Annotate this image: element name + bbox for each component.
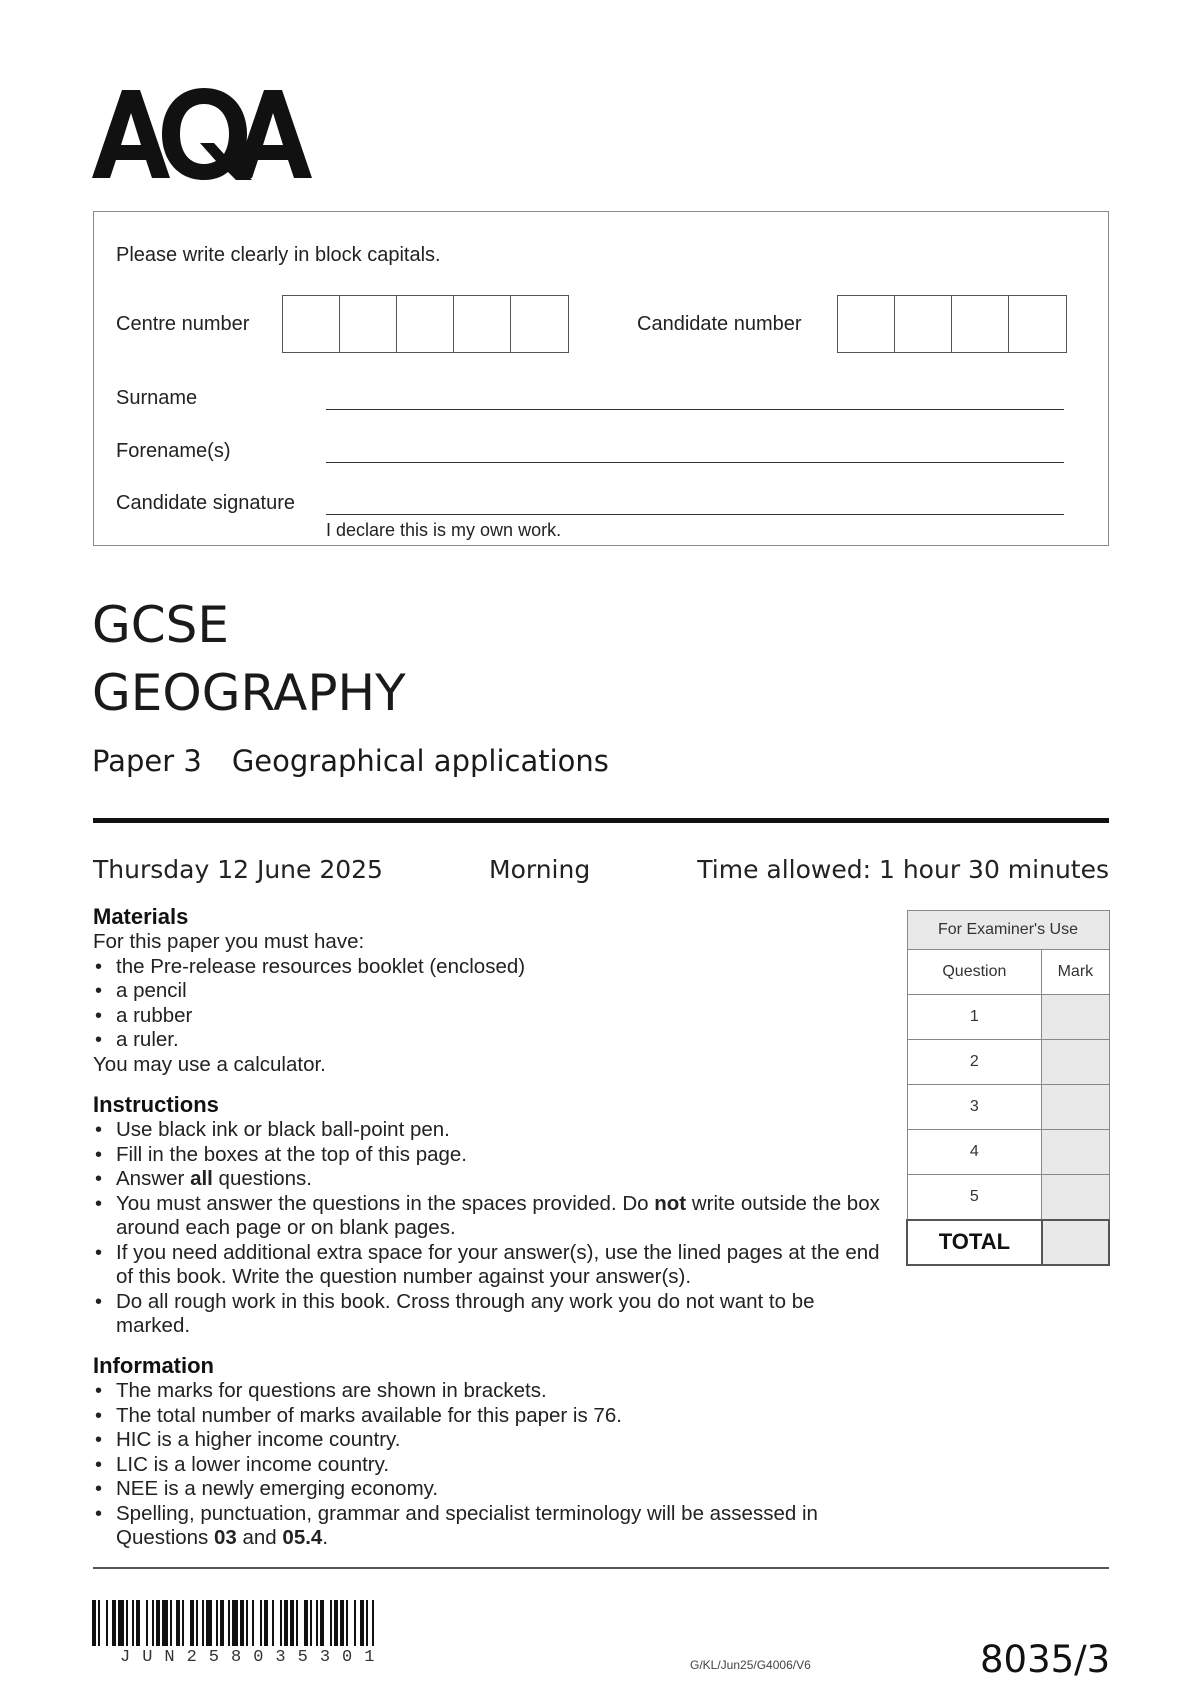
- materials-heading: Materials: [93, 904, 189, 929]
- materials-section: [93, 904, 893, 1077]
- materials-list: [93, 955, 893, 1053]
- mark-cell: [1042, 1085, 1109, 1130]
- barcode-bar: [340, 1600, 344, 1646]
- barcode-bar: [296, 1600, 298, 1646]
- calculator-note: You may use a calculator.: [93, 1052, 326, 1076]
- instructions-section: [93, 1092, 893, 1339]
- paper-name: Geographical applications: [231, 744, 609, 778]
- barcode-bar: [162, 1600, 168, 1646]
- barcode-bar: [346, 1600, 348, 1646]
- candidate-number-digit-box[interactable]: [895, 296, 952, 352]
- barcode-text: JUN258035301: [120, 1648, 387, 1667]
- barcode-bar: [290, 1600, 294, 1646]
- candidate-number-boxes[interactable]: [837, 295, 1067, 353]
- list-item: • Fill in the boxes at the top of this page.: [93, 1143, 893, 1168]
- text-run: write outside the box around each page or on blank pages.: [116, 1191, 880, 1239]
- paper-title: [92, 744, 639, 778]
- total-mark-cell: [1042, 1220, 1109, 1265]
- candidate-details-box: [93, 211, 1109, 546]
- barcode-bar: [360, 1600, 364, 1646]
- barcode: [92, 1600, 476, 1646]
- candidate-number-digit-box[interactable]: [952, 296, 1009, 352]
- surname-label: Surname: [116, 387, 198, 409]
- barcode-bar: [304, 1600, 308, 1646]
- paper-reference: G/KL/Jun25/G4006/V6: [690, 1658, 811, 1672]
- list-item: • The total number of marks available for this paper is 76.: [93, 1404, 883, 1429]
- candidate-number-label: Candidate number: [637, 313, 802, 335]
- centre-number-boxes[interactable]: [282, 295, 569, 353]
- barcode-bar: [272, 1600, 274, 1646]
- barcode-bar: [320, 1600, 324, 1646]
- barcode-bar: [280, 1600, 282, 1646]
- list-item: • NEE is a newly emerging economy.: [93, 1477, 883, 1502]
- question-number: 4: [907, 1130, 1042, 1175]
- mark-cell: [1042, 995, 1109, 1040]
- barcode-bar: [126, 1600, 128, 1646]
- barcode-bar: [246, 1600, 248, 1646]
- barcode-bar: [190, 1600, 194, 1646]
- barcode-bar: [354, 1600, 356, 1646]
- question-column-header: Question: [907, 950, 1042, 995]
- list-item: • LIC is a lower income country.: [93, 1453, 883, 1478]
- barcode-bar: [264, 1600, 268, 1646]
- centre-number-digit-box[interactable]: [340, 296, 397, 352]
- list-item: • HIC is a higher income country.: [93, 1428, 883, 1453]
- barcode-bar: [106, 1600, 108, 1646]
- list-item: [93, 1502, 883, 1551]
- text-run: You must answer the questions in the spaces provided. Do: [116, 1191, 655, 1215]
- centre-number-digit-box[interactable]: [454, 296, 511, 352]
- barcode-bar: [228, 1600, 230, 1646]
- text-run: questions.: [212, 1167, 313, 1190]
- barcode-bar: [176, 1600, 180, 1646]
- candidate-number-digit-box[interactable]: [838, 296, 895, 352]
- text-run: .: [322, 1526, 329, 1549]
- question-number: 2: [907, 1040, 1042, 1085]
- total-label: TOTAL: [907, 1220, 1042, 1265]
- barcode-bar: [216, 1600, 218, 1646]
- list-item: [93, 1192, 893, 1241]
- paper-code: 8035/3: [980, 1638, 1111, 1681]
- text-run: Answer: [116, 1167, 191, 1190]
- declaration-text: I declare this is my own work.: [326, 520, 562, 540]
- barcode-bar: [232, 1600, 238, 1646]
- aqa-logo: [92, 88, 312, 180]
- footer-divider: [93, 1567, 1109, 1569]
- centre-number-label: Centre number: [116, 313, 250, 335]
- barcode-bar: [330, 1600, 332, 1646]
- barcode-bar: [132, 1600, 134, 1646]
- barcode-bar: [156, 1600, 160, 1646]
- signature-label: Candidate signature: [116, 492, 296, 514]
- information-heading: Information: [93, 1353, 214, 1378]
- barcode-bar: [136, 1600, 140, 1646]
- barcode-bar: [220, 1600, 224, 1646]
- mark-column-header: Mark: [1042, 950, 1109, 995]
- emphasis: all: [190, 1167, 213, 1190]
- mark-cell: [1042, 1040, 1109, 1085]
- emphasis: not: [654, 1191, 687, 1215]
- list-item: • a rubber: [93, 1004, 893, 1029]
- barcode-bar: [240, 1600, 244, 1646]
- list-item: • Use black ink or black ball-point pen.: [93, 1118, 893, 1143]
- centre-number-digit-box[interactable]: [283, 296, 340, 352]
- barcode-bar: [146, 1600, 148, 1646]
- qualification-title: GCSE: [92, 596, 229, 654]
- examiner-use-table: [906, 910, 1110, 1266]
- exam-session: Morning: [489, 855, 591, 884]
- barcode-bar: [118, 1600, 124, 1646]
- title-divider: [93, 818, 1109, 823]
- surname-line[interactable]: [326, 409, 1064, 410]
- text-run: and: [236, 1526, 283, 1549]
- barcode-bar: [372, 1600, 374, 1646]
- barcode-bar: [92, 1600, 96, 1646]
- barcode-bar: [112, 1600, 116, 1646]
- barcode-bar: [252, 1600, 254, 1646]
- question-number: 5: [907, 1175, 1042, 1220]
- paper-number: Paper 3: [92, 744, 202, 778]
- mark-cell: [1042, 1175, 1109, 1220]
- time-allowed: Time allowed: 1 hour 30 minutes: [697, 855, 1109, 884]
- list-item: [93, 1167, 893, 1192]
- instructions-heading: Instructions: [93, 1092, 219, 1117]
- forenames-label: Forename(s): [116, 440, 231, 462]
- barcode-bar: [206, 1600, 212, 1646]
- barcode-bar: [316, 1600, 318, 1646]
- list-item: • a pencil: [93, 979, 893, 1004]
- examiner-table-title: For Examiner's Use: [907, 911, 1109, 950]
- forenames-line[interactable]: [326, 462, 1064, 463]
- list-item: • a ruler.: [93, 1028, 893, 1053]
- materials-intro: For this paper you must have:: [93, 930, 365, 953]
- emphasis: 03: [214, 1526, 237, 1549]
- barcode-bar: [334, 1600, 338, 1646]
- barcode-bar: [284, 1600, 288, 1646]
- barcode-bar: [366, 1600, 368, 1646]
- information-list: [93, 1379, 883, 1551]
- centre-number-digit-box[interactable]: [511, 296, 568, 352]
- list-item: • the Pre-release resources booklet (enclosed): [93, 955, 893, 980]
- centre-number-digit-box[interactable]: [397, 296, 454, 352]
- text-run: Spelling, punctuation, grammar and specialist terminology will be assessed in Questions: [116, 1501, 818, 1549]
- barcode-bar: [98, 1600, 100, 1646]
- mark-cell: [1042, 1130, 1109, 1175]
- list-item: • The marks for questions are shown in brackets.: [93, 1379, 883, 1404]
- barcode-bar: [152, 1600, 154, 1646]
- signature-line[interactable]: [326, 514, 1064, 515]
- exam-date: Thursday 12 June 2025: [93, 855, 383, 884]
- instructions-list: [93, 1118, 893, 1339]
- barcode-bar: [260, 1600, 262, 1646]
- barcode-bar: [310, 1600, 312, 1646]
- subject-title: GEOGRAPHY: [92, 664, 406, 722]
- question-number: 3: [907, 1085, 1042, 1130]
- candidate-number-digit-box[interactable]: [1009, 296, 1066, 352]
- barcode-bar: [196, 1600, 198, 1646]
- list-item: • Do all rough work in this book. Cross through any work you do not want to be marked.: [93, 1290, 893, 1339]
- emphasis: 05.4: [282, 1526, 323, 1549]
- information-section: [93, 1353, 883, 1551]
- barcode-bar: [170, 1600, 172, 1646]
- barcode-bar: [182, 1600, 184, 1646]
- barcode-bar: [202, 1600, 204, 1646]
- question-number: 1: [907, 995, 1042, 1040]
- block-capitals-instruction: Please write clearly in block capitals.: [116, 244, 441, 266]
- list-item: • If you need additional extra space for your answer(s), use the lined pages at the end of this book. Write the question number against your answer(s).: [93, 1241, 893, 1290]
